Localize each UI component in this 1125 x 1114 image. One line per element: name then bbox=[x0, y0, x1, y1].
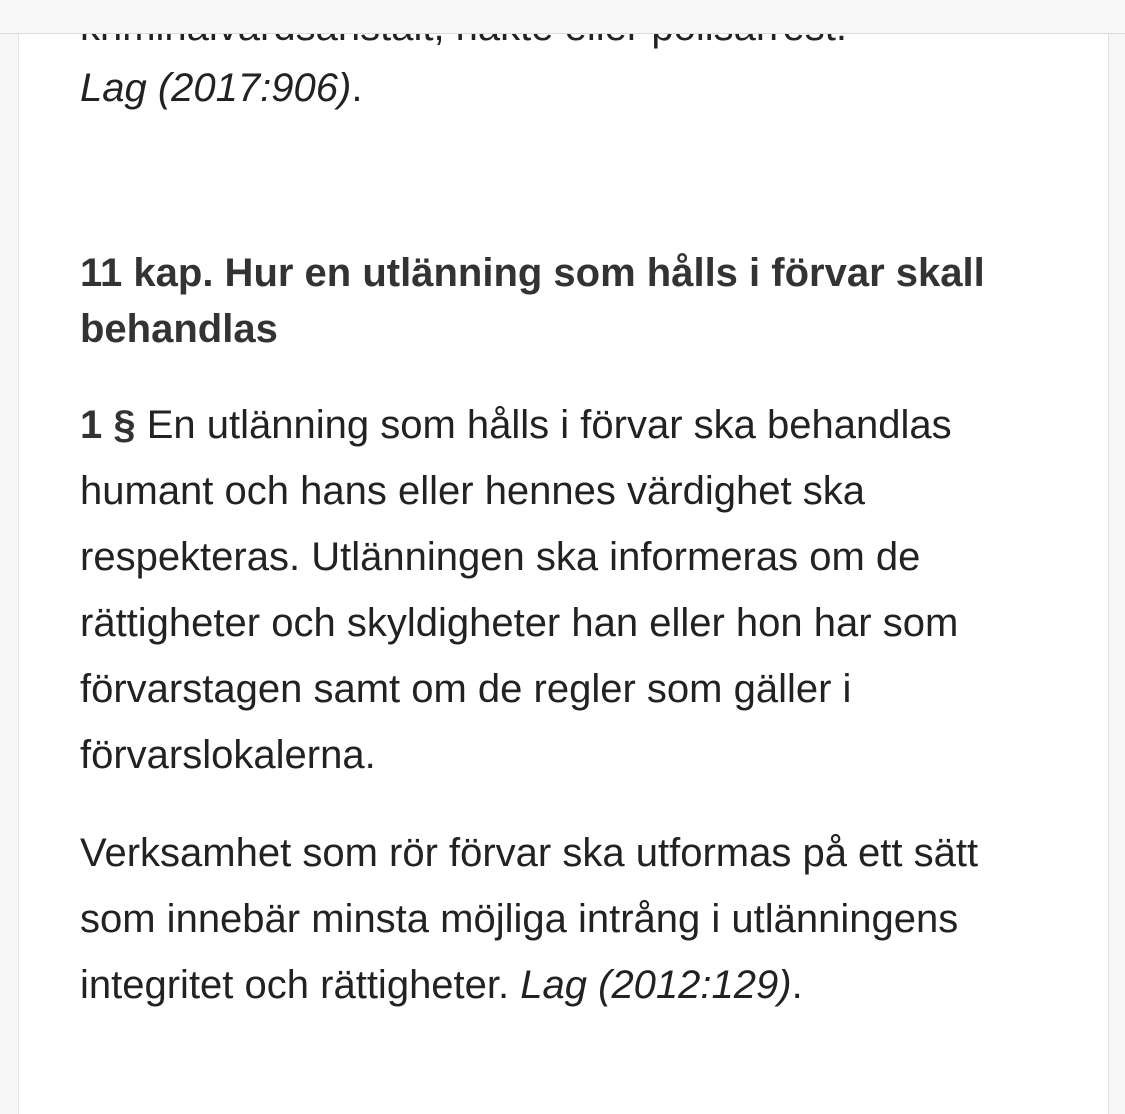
browser-top-bar bbox=[0, 0, 1125, 34]
law-reference: Lag (2012:129) bbox=[520, 963, 792, 1007]
section-number: 1 § bbox=[80, 403, 136, 447]
section-paragraph-2 bbox=[80, 820, 1055, 1018]
section-paragraph-1 bbox=[80, 392, 1055, 788]
previous-law-reference-line bbox=[80, 55, 362, 121]
chapter-heading: 11 kap. Hur en utlänning som hålls i förvar skall behandlas bbox=[80, 251, 985, 351]
section-text-2: Verksamhet som rör förvar ska utformas på ett sätt som innebär minsta möjliga intrång i utlänningens integritet och rättigheter. bbox=[80, 831, 979, 1007]
section-text-1: En utlänning som hålls i förvar ska behandlas humant och hans eller hennes värdighet ska respekteras. Utlänningen ska informeras om de rättigheter och skyldigheter han eller hon har som förvarstagen samt om de regler som gäller i förvarslokalerna. bbox=[80, 403, 959, 777]
period: . bbox=[791, 963, 803, 1007]
previous-law-reference: Lag (2017:906) bbox=[80, 66, 352, 110]
period: . bbox=[351, 66, 363, 110]
